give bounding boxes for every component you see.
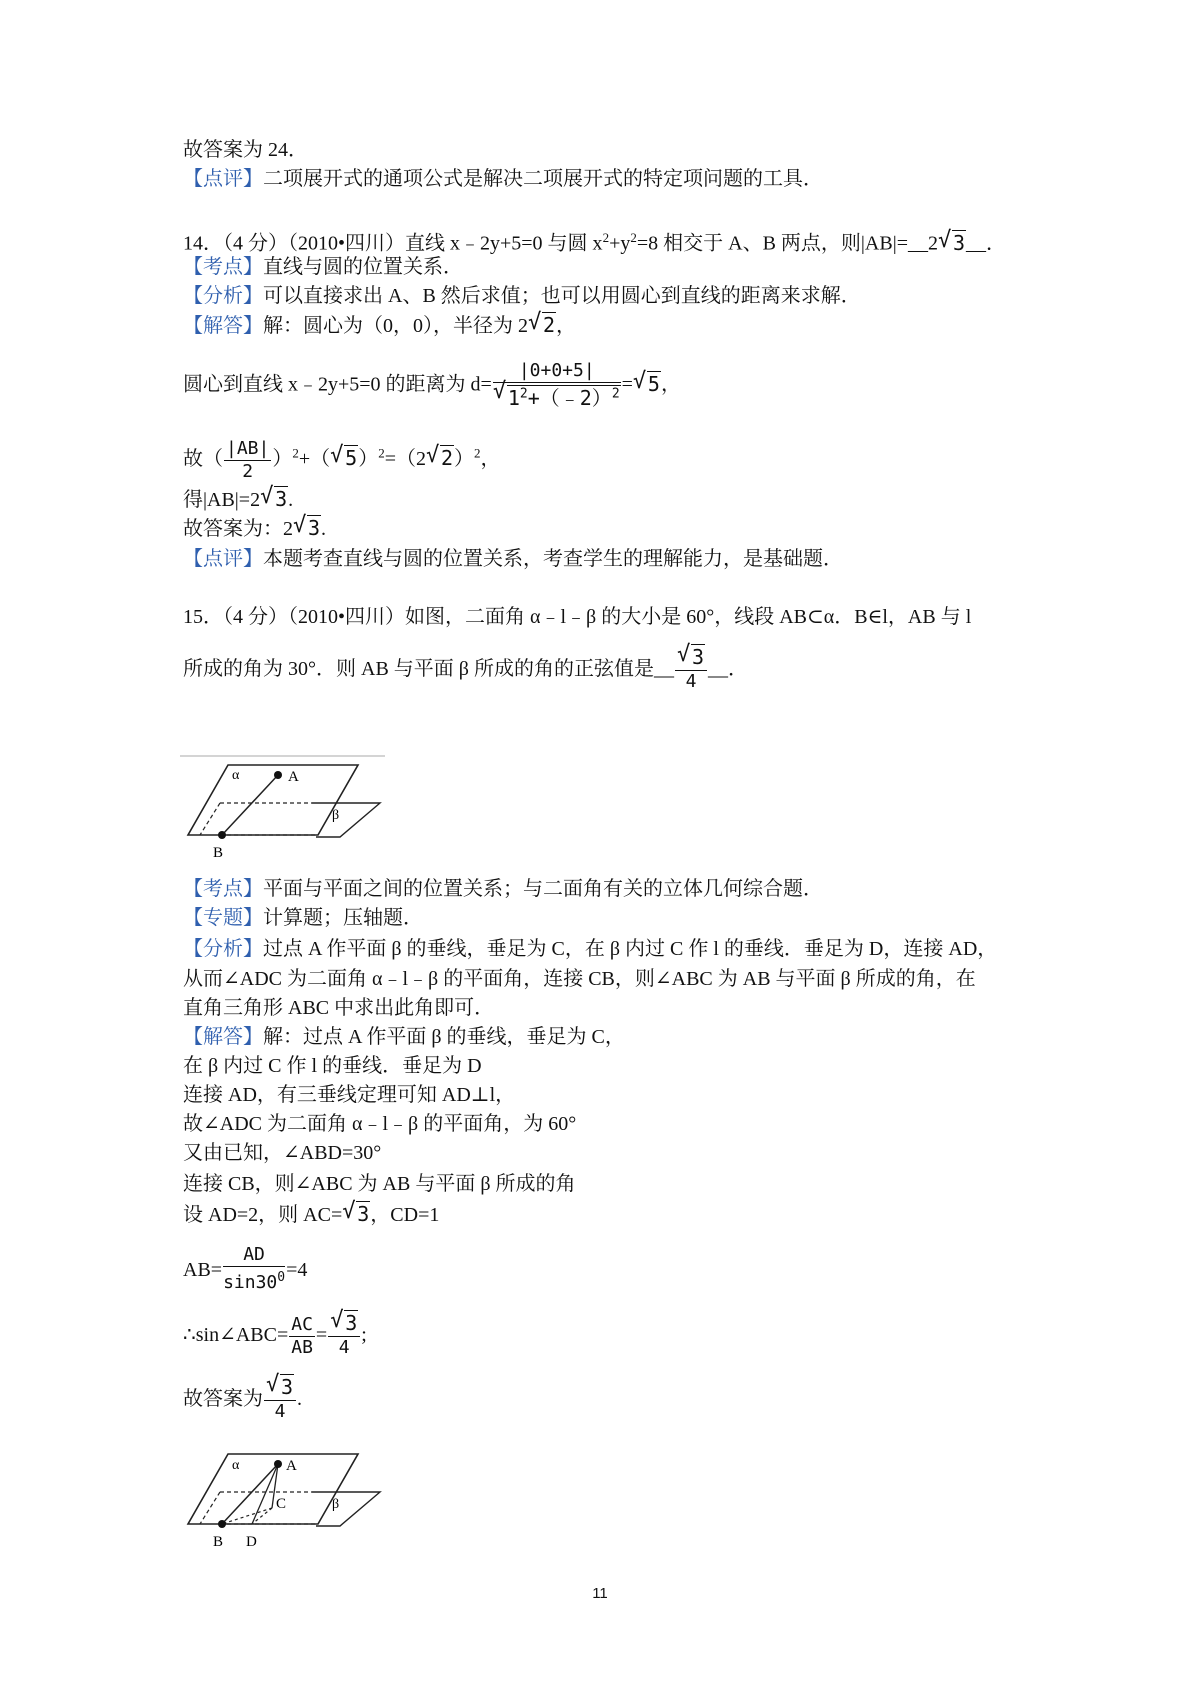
sqrt-3: √ 3	[938, 230, 966, 256]
step-2: 连接 AD，有三垂线定理可知 AD⊥l，	[183, 1084, 516, 1106]
page-number: 11	[592, 1585, 608, 1602]
fenxi-15-line2: 从而∠ADC 为二面角 α﹣l﹣β 的平面角，连接 CB，则∠ABC 为 AB 与平面 β 所成的角，在	[183, 968, 976, 990]
fenxi-14: 【分析】可以直接求出 A、B 然后求值；也可以用圆心到直线的距离来求解．	[183, 285, 861, 307]
question-15-line1: 15．（4 分）（2010•四川）如图，二面角 α﹣l﹣β 的大小是 60°，线段 AB⊂α．B∈l，AB 与 l	[183, 606, 972, 628]
step-6: 设 AD=2，则 AC=√ 3，CD=1	[183, 1201, 439, 1228]
svg-text:β: β	[332, 808, 340, 823]
comment-line-13: 【点评】二项展开式的通项公式是解决二项展开式的特定项问题的工具．	[183, 168, 823, 190]
point-a	[274, 1460, 282, 1468]
answer-line-13: 故答案为 24．	[183, 139, 308, 161]
comment-tag: 【点评】	[183, 168, 263, 190]
svg-text:C: C	[276, 1496, 287, 1512]
jieda-15: 【解答】解：过点 A 作平面 β 的垂线，垂足为 C，	[183, 1026, 625, 1048]
step-7: AB= $\frac{AD}{\sin 30^0}$ =4	[183, 1244, 308, 1293]
step-8: ∴sin∠ABC= $\frac{AC}{AB}$ = √ $\frac{3}{4}$ ;	[183, 1312, 367, 1359]
svg-text:B: B	[213, 1534, 224, 1550]
answer-14: 故答案为：2√ 3.	[183, 515, 326, 542]
dihedral-figure-1	[180, 755, 390, 865]
distance-formula: 圆心到直线 x﹣2y+5=0 的距离为 d= |0+0+5| √ $1^2+(﹣2)^2$ =√ 5，	[183, 360, 681, 411]
svg-text:A: A	[286, 1458, 297, 1474]
svg-text:B: B	[213, 845, 224, 861]
zhuanti-15: 【专题】计算题；压轴题．	[183, 907, 423, 929]
point-a	[274, 771, 282, 779]
step-1: 在 β 内过 C 作 l 的垂线．垂足为 D	[183, 1055, 482, 1077]
result-ab: 得|AB|=2√ 3.	[183, 486, 293, 513]
fenxi-15-line3: 直角三角形 ABC 中求出此角即可．	[183, 997, 495, 1019]
svg-text:α: α	[232, 768, 240, 783]
question-15-line2: 所成的角为 30°．则 AB 与平面 β 所成的角的正弦值是__ √ $\frac{3}{4}$ __．	[183, 646, 748, 693]
step-4: 又由已知，∠ABD=30°	[183, 1142, 382, 1164]
svg-text:A: A	[288, 769, 299, 785]
answer-15: 故答案为 √ $\frac{3}{4}$ .	[183, 1376, 302, 1423]
question-14: 14．（4 分）（2010•四川）直线 x﹣2y+5=0 与圆 $x^2+y^2=8$ 相交于 A、B 两点，则|AB|=__2√ 3__．	[183, 225, 1006, 257]
point-b	[218, 1520, 226, 1528]
kaodian-14: 【考点】直线与圆的位置关系．	[183, 256, 463, 278]
point-b	[218, 831, 226, 839]
jieda-14: 【解答】解：圆心为（0，0），半径为 2√ 2，	[183, 312, 576, 339]
svg-text:D: D	[246, 1534, 257, 1550]
comment-14: 【点评】本题考查直线与圆的位置关系，考查学生的理解能力，是基础题．	[183, 548, 843, 570]
kaodian-15: 【考点】平面与平面之间的位置关系；与二面角有关的立体几何综合题．	[183, 878, 823, 900]
svg-text:β: β	[332, 1497, 340, 1512]
step-3: 故∠ADC 为二面角 α﹣l﹣β 的平面角，为 60°	[183, 1113, 577, 1135]
step-5: 连接 CB，则∠ABC 为 AB 与平面 β 所成的角	[183, 1173, 576, 1195]
svg-text:α: α	[232, 1458, 240, 1473]
dihedral-figure-2	[180, 1450, 390, 1560]
equation-gu: 故（ $\frac{|AB|}{2}$ ）$^2$+（√ 5）$^2$=（2√ 2）$^2$，	[183, 438, 501, 483]
fenxi-15-line1: 【分析】过点 A 作平面 β 的垂线，垂足为 C，在 β 内过 C 作 l 的垂线．垂足为 D，连接 AD，	[183, 938, 998, 960]
